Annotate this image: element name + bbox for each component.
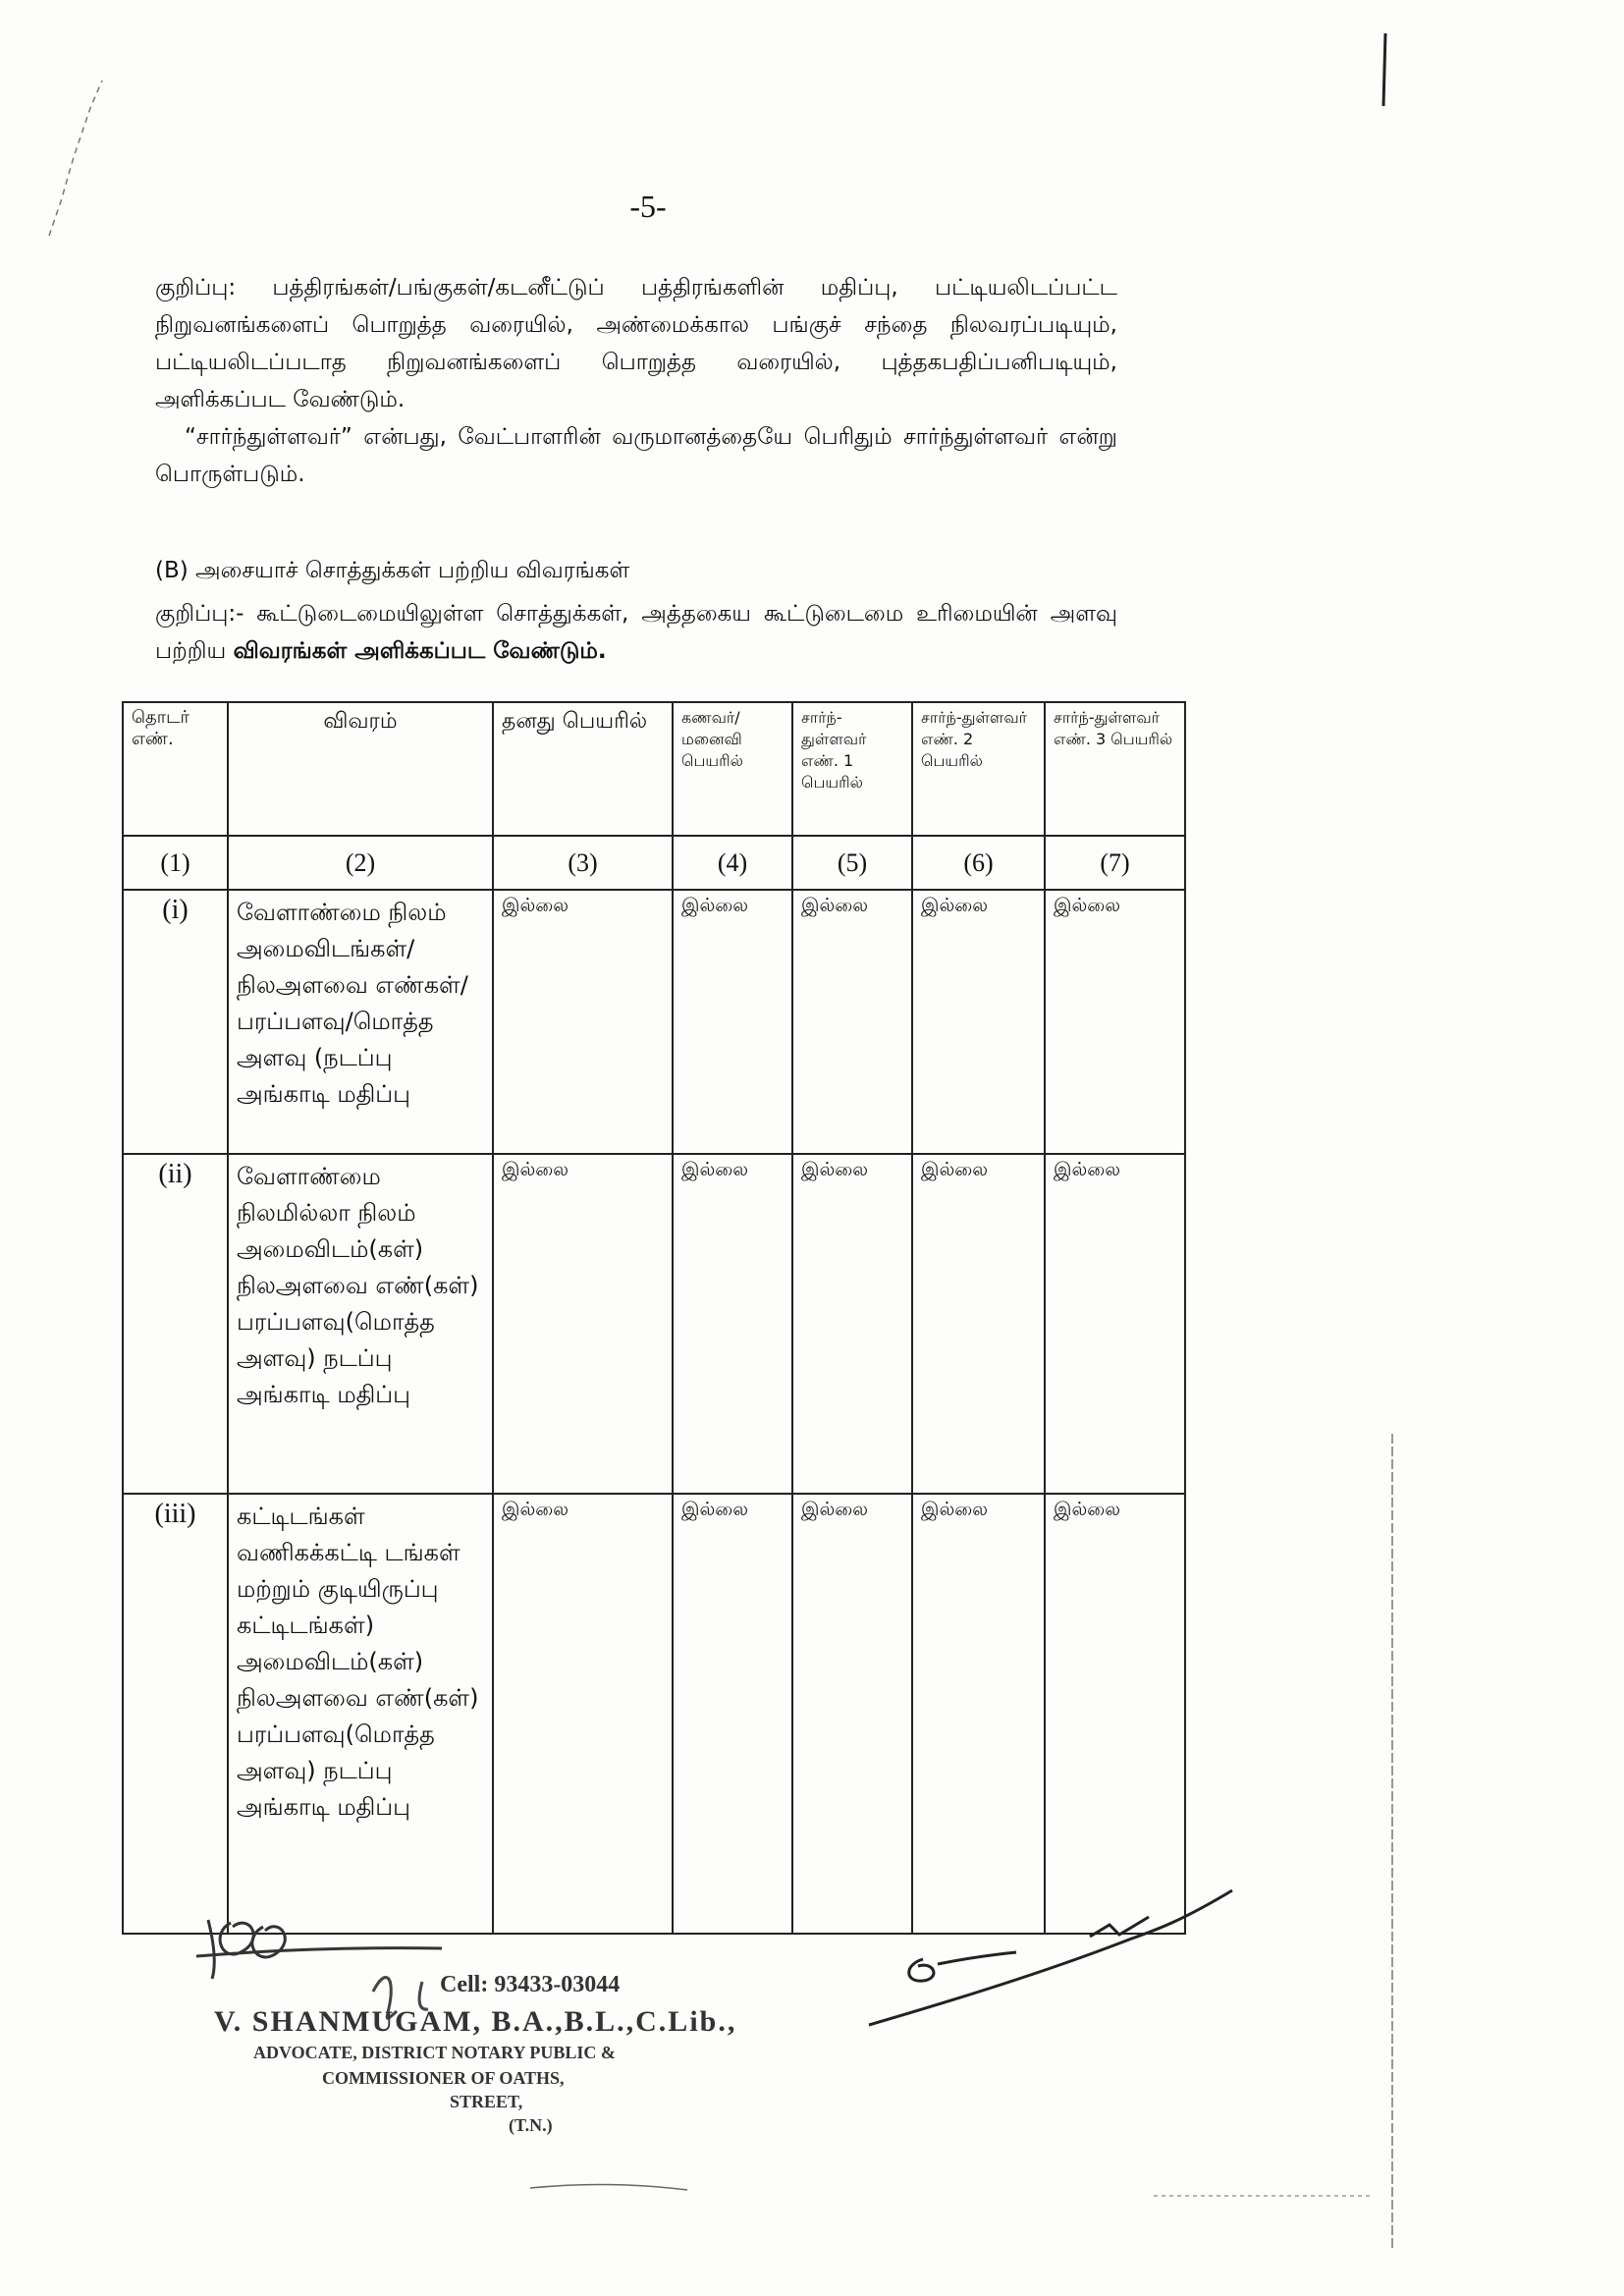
row-value: இல்லை [493, 890, 673, 1154]
row-value: இல்லை [792, 890, 912, 1154]
row-serial: (i) [123, 890, 228, 1154]
row-value: இல்லை [493, 1154, 673, 1494]
page-number: -5- [629, 189, 667, 224]
header-serial: தொடர் எண். [123, 702, 228, 836]
row-value: இல்லை [1045, 1494, 1185, 1934]
row-description: வேளாண்மை நிலமில்லா நிலம் அமைவிடம்(கள்) நிலஅளவை எண்(கள்) பரப்பளவு(மொத்த அளவு) நடப்பு அங்காடி மதிப்பு [228, 1154, 493, 1494]
row-value: இல்லை [673, 890, 792, 1154]
header-dependent-2: சார்ந்-துள்ளவர் எண். 2 பெயரில் [912, 702, 1045, 836]
section-heading: (B) அசையாச் சொத்துக்கள் பற்றிய விவரங்கள் [155, 558, 630, 583]
col-number: (3) [493, 836, 673, 890]
row-value: இல்லை [792, 1154, 912, 1494]
col-number: (5) [792, 836, 912, 890]
scan-edge-mark [530, 2184, 687, 2190]
stamp-designation: ADVOCATE, DISTRICT NOTARY PUBLIC & [253, 2043, 616, 2062]
header-self: தனது பெயரில் [493, 702, 673, 836]
row-value: இல்லை [912, 1494, 1045, 1934]
stamp-line: (T.N.) [509, 2115, 553, 2135]
col-number: (7) [1045, 836, 1185, 890]
col-number: (2) [228, 836, 493, 890]
handwritten-signature-notary [196, 1920, 442, 1979]
row-value: இல்லை [912, 890, 1045, 1154]
row-value: இல்லை [1045, 890, 1185, 1154]
scan-margin-line [1383, 33, 1385, 106]
row-value: இல்லை [912, 1154, 1045, 1494]
row-serial: (iii) [123, 1494, 228, 1934]
header-spouse: கணவர்/ மனைவி பெயரில் [673, 702, 792, 836]
col-number: (1) [123, 836, 228, 890]
row-value: இல்லை [1045, 1154, 1185, 1494]
row-serial: (ii) [123, 1154, 228, 1494]
header-description: விவரம் [228, 702, 493, 836]
scan-edge-mark [49, 81, 102, 236]
col-number: (4) [673, 836, 792, 890]
note-paragraph-1: குறிப்பு: பத்திரங்கள்/பங்குகள்/கடனீட்டுப் பத்திரங்களின் மதிப்பு, பட்டியலிடப்பட்ட நிறுவனங்களைப் பொறுத்த வரையில், அண்மைக்கால பங்குச் சந்தை நிலவரப்படியும், பட்டியலிடப்படாத நிறுவனங்களைப் பொறுத்த வரையில், புத்தகபதிப்பனிபடியும், அளிக்கப்பட வேண்டும். [155, 275, 1117, 412]
header-dependent-3: சார்ந்-துள்ளவர் எண். 3 பெயரில் [1045, 702, 1185, 836]
header-dependent-1: சார்ந்-துள்ளவர் எண். 1 பெயரில் [792, 702, 912, 836]
row-value: இல்லை [673, 1154, 792, 1494]
stamp-phone: Cell: 93433-03044 [440, 1972, 621, 1997]
handwritten-signature-candidate [869, 1890, 1232, 2025]
stamp-line: COMMISSIONER OF OATHS, [322, 2068, 565, 2088]
note-paragraph-2: “சார்ந்துள்ளவர்” என்பது, வேட்பாளரின் வருமானத்தையே பெரிதும் சார்ந்துள்ளவர் என்று பொருள்படும். [155, 424, 1117, 487]
row-value: இல்லை [792, 1494, 912, 1934]
col-number: (6) [912, 836, 1045, 890]
row-value: இல்லை [673, 1494, 792, 1934]
section-note-bold-text: விவரங்கள் அளிக்கப்பட வேண்டும். [233, 638, 607, 664]
row-description: கட்டிடங்கள் வணிகக்கட்டி டங்கள் மற்றும் குடியிருப்பு கட்டிடங்கள்) அமைவிடம்(கள்) நிலஅளவை எண்(கள்) பரப்பளவு(மொத்த அளவு) நடப்பு அங்காடி மதிப்பு [228, 1494, 493, 1934]
row-description: வேளாண்மை நிலம் அமைவிடங்கள்/ நிலஅளவை எண்கள்/ பரப்பளவு/மொத்த அளவு (நடப்பு அங்காடி மதிப்பு [228, 890, 493, 1154]
section-note-text: குறிப்பு:- கூட்டுடைமையிலுள்ள சொத்துக்கள், அத்தகைய கூட்டுடைமை உரிமையின் அளவு பற்றிய [155, 601, 1117, 664]
stamp-name: V. SHANMUGAM, B.A.,B.L.,C.Lib., [214, 2005, 737, 2038]
stamp-line: STREET, [450, 2092, 523, 2111]
row-value: இல்லை [493, 1494, 673, 1934]
